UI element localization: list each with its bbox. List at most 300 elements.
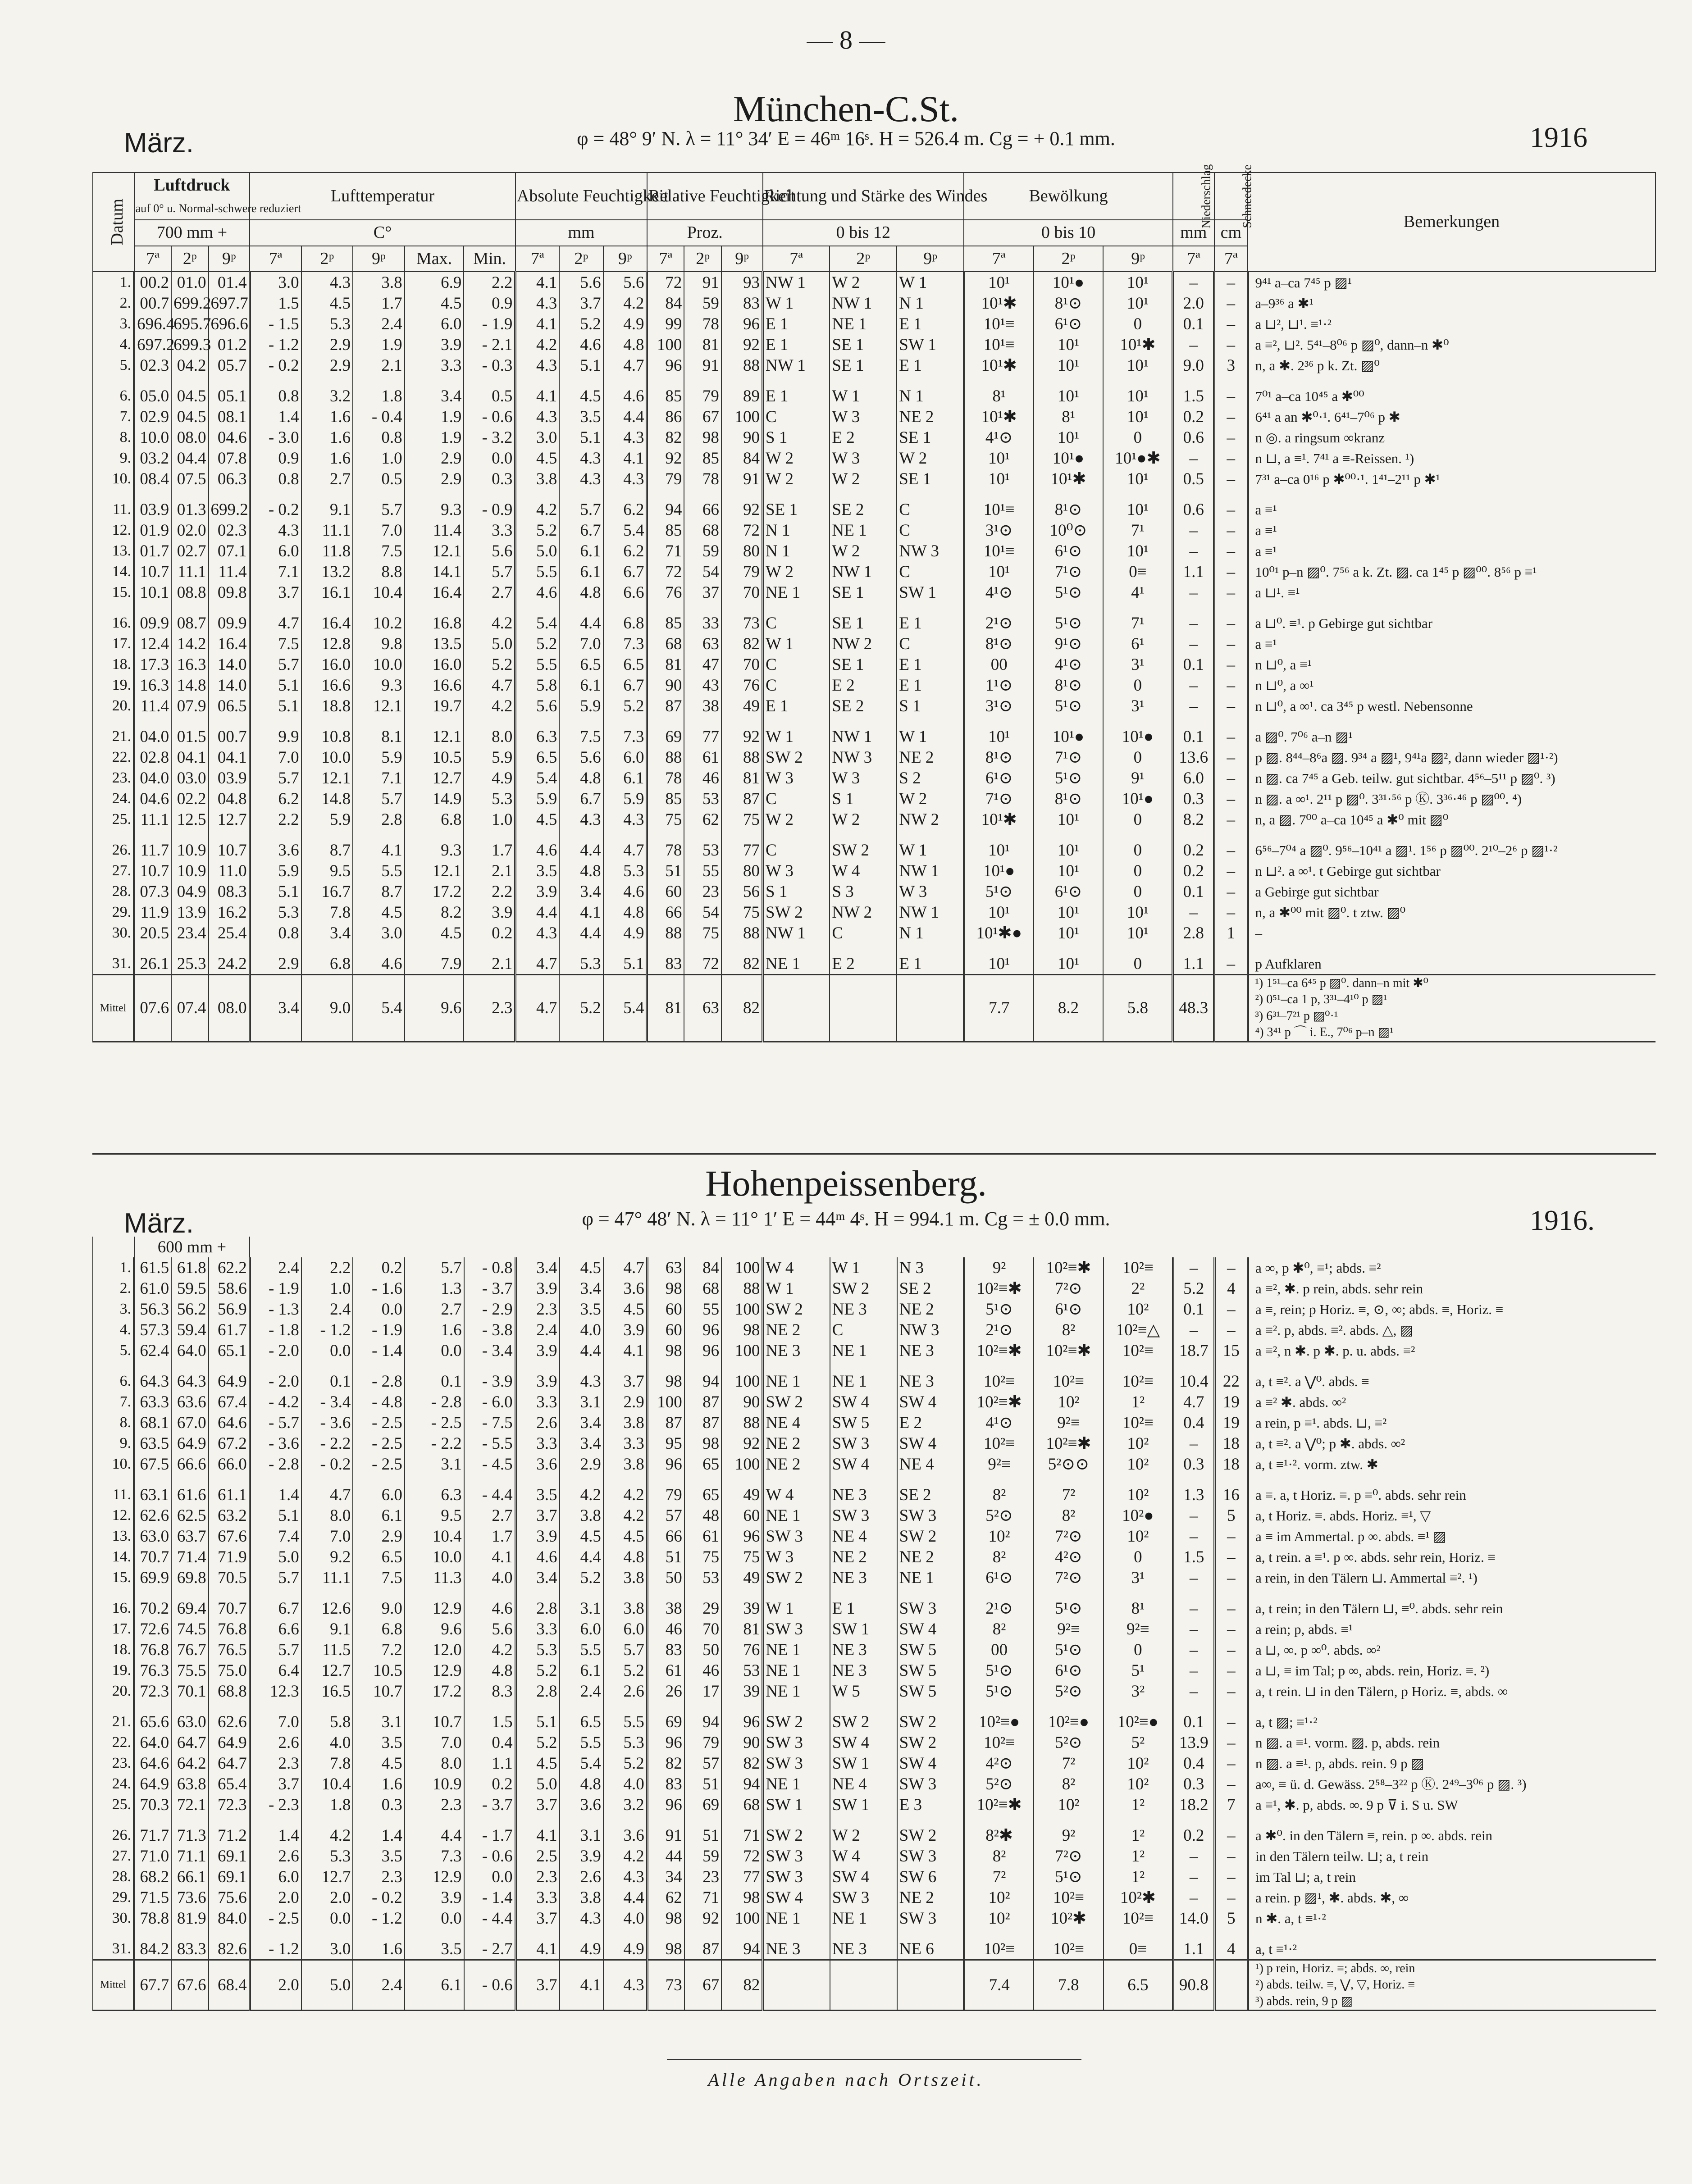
value-cell: 5.9 bbox=[250, 860, 301, 881]
value-cell: SW 5 bbox=[897, 1639, 964, 1660]
row-spacer bbox=[93, 716, 1656, 726]
value-cell: 12.8 bbox=[301, 633, 353, 654]
value-cell: N 1 bbox=[897, 293, 964, 314]
value-cell: 4.8 bbox=[603, 334, 647, 355]
value-cell: 1.9 bbox=[405, 406, 464, 427]
value-cell: 64.6 bbox=[134, 1753, 171, 1774]
value-cell: 10²≡● bbox=[1104, 1711, 1173, 1732]
value-cell: 10.7 bbox=[209, 840, 250, 860]
value-cell: 4.7 bbox=[603, 355, 647, 376]
value-cell: 5.6 bbox=[603, 272, 647, 293]
day-cell: 21. bbox=[93, 1711, 134, 1732]
value-cell: 4.0 bbox=[301, 1732, 353, 1753]
value-cell: W 2 bbox=[763, 448, 830, 469]
value-cell: 71 bbox=[647, 541, 684, 561]
table-body bbox=[93, 272, 1656, 1042]
value-cell: 6.3 bbox=[405, 1484, 464, 1505]
spacer-cell bbox=[1214, 1929, 1248, 1938]
table-row bbox=[93, 1732, 1656, 1753]
spacer-cell bbox=[721, 603, 763, 613]
value-cell: NW 1 bbox=[897, 860, 964, 881]
value-cell: 7.3 bbox=[603, 726, 647, 747]
value-cell: 04.0 bbox=[134, 726, 171, 747]
value-cell: 4.5 bbox=[603, 1526, 647, 1547]
spacer-cell bbox=[1034, 943, 1104, 953]
spacer-cell bbox=[684, 1815, 721, 1825]
value-cell: 23 bbox=[684, 881, 721, 902]
value-cell: – bbox=[1214, 633, 1248, 654]
value-cell: C bbox=[897, 520, 964, 541]
time-header: 7ª bbox=[763, 246, 830, 272]
value-cell: 9²≡ bbox=[1104, 1619, 1173, 1639]
value-cell: 5.2 bbox=[559, 314, 603, 334]
value-cell: 10² bbox=[1034, 1392, 1104, 1412]
value-cell: 0 bbox=[1103, 881, 1173, 902]
value-cell: 6.5 bbox=[603, 654, 647, 675]
mean-value: 2.4 bbox=[353, 1960, 405, 2011]
spacer-cell bbox=[684, 716, 721, 726]
value-cell: 0.0 bbox=[301, 1908, 353, 1929]
value-cell: 5.5 bbox=[560, 1639, 603, 1660]
spacer-cell bbox=[830, 1588, 897, 1598]
remark-cell: a ∞, p ✱⁰, ≡¹; abds. ≡² bbox=[1248, 1257, 1656, 1278]
value-cell: 8.7 bbox=[353, 881, 405, 902]
spacer-cell bbox=[721, 830, 763, 840]
mean-row bbox=[93, 975, 1656, 1042]
value-cell: 13.9 bbox=[171, 902, 208, 923]
value-cell: 5.2 bbox=[1173, 1278, 1214, 1299]
value-cell: 4.8 bbox=[559, 768, 603, 788]
value-cell: 78 bbox=[684, 314, 721, 334]
spacer-cell bbox=[763, 1474, 830, 1484]
value-cell: 7² bbox=[1034, 1484, 1104, 1505]
value-cell: E 2 bbox=[830, 953, 897, 975]
value-cell: SW 4 bbox=[897, 1619, 964, 1639]
spacer-cell bbox=[559, 943, 603, 953]
value-cell: 76.7 bbox=[171, 1639, 208, 1660]
spacer-cell bbox=[830, 1815, 897, 1825]
value-cell: 00.7 bbox=[209, 726, 250, 747]
day-cell: 29. bbox=[93, 1887, 134, 1908]
value-cell: 10²≡ bbox=[1104, 1412, 1173, 1433]
value-cell: 07.3 bbox=[134, 881, 171, 902]
value-cell: 6.6 bbox=[603, 582, 647, 603]
spacer-cell bbox=[603, 1929, 647, 1938]
value-cell: 02.9 bbox=[134, 406, 171, 427]
mean-value bbox=[1214, 1960, 1248, 2011]
mean-value: 2.0 bbox=[250, 1960, 301, 2011]
value-cell: 9.1 bbox=[301, 1619, 353, 1639]
spacer-cell bbox=[1173, 830, 1214, 840]
spacer-cell bbox=[830, 1474, 897, 1484]
value-cell: W 1 bbox=[897, 840, 964, 860]
spacer-cell bbox=[1034, 1702, 1104, 1711]
day-cell: 17. bbox=[93, 633, 134, 654]
value-cell: 5.3 bbox=[603, 1732, 647, 1753]
spacer-cell bbox=[560, 1815, 603, 1825]
value-cell: 10² bbox=[1104, 1526, 1173, 1547]
time-header: 9ᵖ bbox=[209, 246, 250, 272]
value-cell: 71.9 bbox=[209, 1547, 250, 1567]
cloud-unit: 0 bis 10 bbox=[964, 220, 1173, 246]
spacer-cell bbox=[515, 830, 559, 840]
spacer-cell bbox=[1214, 1815, 1248, 1825]
value-cell: 4¹⊙ bbox=[1034, 654, 1104, 675]
remark-cell: n ▨. a ∞¹. 2¹¹ p ▨⁰. 3³¹·⁵⁶ p Ⓚ. 3³⁶·⁴⁶ p ▨⁰⁰. ⁴) bbox=[1248, 788, 1656, 809]
value-cell: SW 2 bbox=[763, 1567, 830, 1588]
table-row bbox=[93, 633, 1656, 654]
value-cell: – bbox=[1173, 272, 1214, 293]
value-cell: 70.2 bbox=[134, 1598, 171, 1619]
value-cell: – bbox=[1214, 272, 1248, 293]
day-cell: 16. bbox=[93, 613, 134, 633]
lufttemperatur-header: Lufttemperatur bbox=[250, 173, 515, 220]
value-cell: 72 bbox=[647, 561, 684, 582]
value-cell: 64.9 bbox=[134, 1774, 171, 1794]
value-cell: 5¹⊙ bbox=[1034, 768, 1104, 788]
day-cell: 13. bbox=[93, 1526, 134, 1547]
value-cell: – bbox=[1214, 1732, 1248, 1753]
table-row bbox=[93, 1887, 1656, 1908]
mean-value: 67.6 bbox=[171, 1960, 208, 2011]
value-cell: 1.6 bbox=[405, 1320, 464, 1340]
table-row bbox=[93, 1567, 1656, 1588]
value-cell: W 4 bbox=[830, 1846, 897, 1866]
value-cell: 0.1 bbox=[1173, 881, 1214, 902]
value-cell: 06.5 bbox=[209, 696, 250, 716]
spacer-cell bbox=[647, 1361, 684, 1371]
value-cell: 96 bbox=[647, 355, 684, 376]
spacer-cell bbox=[897, 943, 964, 953]
table-row bbox=[93, 1547, 1656, 1567]
value-cell: 4¹⊙ bbox=[964, 427, 1034, 448]
spacer-cell bbox=[93, 1361, 134, 1371]
value-cell: SE 1 bbox=[897, 469, 964, 489]
value-cell: 4.3 bbox=[559, 469, 603, 489]
spacer-cell bbox=[830, 603, 897, 613]
remark-cell: a, t Horiz. ≡. abds. Horiz. ≡¹, ▽ bbox=[1248, 1505, 1656, 1526]
value-cell: 0 bbox=[1103, 860, 1173, 881]
value-cell: 10¹ bbox=[1034, 953, 1104, 975]
value-cell: 7.8 bbox=[301, 1753, 353, 1774]
footnote: ¹) 1⁵¹–ca 6⁴⁵ p ▨⁰. dann–n mit ✱⁰ bbox=[1255, 976, 1428, 990]
spacer-cell bbox=[353, 943, 405, 953]
value-cell: 4.6 bbox=[515, 1547, 559, 1567]
value-cell: 3.3 bbox=[464, 520, 515, 541]
value-cell: - 5.5 bbox=[464, 1433, 516, 1454]
row-spacer bbox=[93, 1702, 1656, 1711]
value-cell: 71.7 bbox=[134, 1825, 171, 1846]
value-cell: 5.4 bbox=[603, 520, 647, 541]
value-cell: 53 bbox=[684, 840, 721, 860]
day-cell: 20. bbox=[93, 1681, 134, 1702]
value-cell: - 3.9 bbox=[464, 1371, 516, 1392]
value-cell: - 1.2 bbox=[250, 1938, 301, 1960]
datum-header: Datum bbox=[93, 173, 134, 272]
value-cell: 5.2 bbox=[603, 1660, 647, 1681]
spacer-cell bbox=[405, 1588, 464, 1598]
value-cell: 87 bbox=[647, 696, 684, 716]
value-cell: NW 3 bbox=[897, 1320, 964, 1340]
value-cell: NE 2 bbox=[830, 1547, 897, 1567]
table-row bbox=[93, 355, 1656, 376]
spacer-cell bbox=[830, 943, 897, 953]
station-title: München-C.St. bbox=[733, 88, 959, 129]
table-row bbox=[93, 788, 1656, 809]
spacer-cell bbox=[1214, 716, 1248, 726]
remark-cell: – bbox=[1248, 923, 1656, 943]
value-cell: 2.9 bbox=[301, 334, 353, 355]
spacer-cell bbox=[897, 1702, 964, 1711]
value-cell: 10¹● bbox=[1103, 788, 1173, 809]
value-cell: 3.8 bbox=[603, 1598, 647, 1619]
row-spacer bbox=[93, 943, 1656, 953]
spacer-cell bbox=[250, 1474, 301, 1484]
value-cell: 3.5 bbox=[353, 1732, 405, 1753]
spacer-cell bbox=[559, 489, 603, 499]
value-cell: 76.5 bbox=[209, 1639, 250, 1660]
day-cell: 31. bbox=[93, 953, 134, 975]
value-cell: 6¹⊙ bbox=[1034, 1660, 1104, 1681]
remark-cell: a rein. p ▨¹, ✱. abds. ✱, ∞ bbox=[1248, 1887, 1656, 1908]
value-cell: 3.4 bbox=[301, 923, 353, 943]
value-cell: 64.9 bbox=[171, 1433, 208, 1454]
value-cell: 04.4 bbox=[171, 448, 208, 469]
value-cell: - 1.5 bbox=[250, 314, 301, 334]
value-cell: 5.5 bbox=[603, 1711, 647, 1732]
value-cell: 2.2 bbox=[464, 272, 515, 293]
value-cell: E 1 bbox=[897, 654, 964, 675]
spacer-cell bbox=[964, 1702, 1034, 1711]
value-cell: 12.5 bbox=[171, 809, 208, 830]
value-cell: W 2 bbox=[830, 1825, 897, 1846]
value-cell: 5.4 bbox=[515, 768, 559, 788]
day-cell: 26. bbox=[93, 840, 134, 860]
spacer-cell bbox=[559, 603, 603, 613]
value-cell: 10.5 bbox=[353, 1660, 405, 1681]
value-cell: 87 bbox=[721, 788, 763, 809]
value-cell: 64.9 bbox=[209, 1371, 250, 1392]
value-cell: 5 bbox=[1214, 1908, 1248, 1929]
value-cell: 26.1 bbox=[134, 953, 171, 975]
spacer-cell bbox=[1214, 376, 1248, 386]
day-cell: 23. bbox=[93, 768, 134, 788]
value-cell: 10² bbox=[964, 1526, 1034, 1547]
value-cell: 3.9 bbox=[515, 1371, 559, 1392]
mean-value: 82 bbox=[721, 975, 763, 1042]
remark-cell: n ▨. a ≡¹. p, abds. rein. 9 p ▨ bbox=[1248, 1753, 1656, 1774]
value-cell: E 3 bbox=[897, 1794, 964, 1815]
value-cell: 3.8 bbox=[603, 1567, 647, 1588]
value-cell: 18.2 bbox=[1173, 1794, 1214, 1815]
table-row bbox=[93, 561, 1656, 582]
rel-feuchtigkeit-header: Relative Feuchtigkeit bbox=[647, 173, 763, 220]
spacer-cell bbox=[301, 1815, 353, 1825]
value-cell: 4.1 bbox=[515, 1825, 559, 1846]
value-cell: 3.5 bbox=[515, 860, 559, 881]
table-row bbox=[93, 1660, 1656, 1681]
table-row bbox=[93, 1412, 1656, 1433]
value-cell: 54 bbox=[684, 561, 721, 582]
day-cell: 22. bbox=[93, 1732, 134, 1753]
spacer-cell bbox=[171, 943, 208, 953]
value-cell: NE 1 bbox=[830, 520, 897, 541]
day-cell: 6. bbox=[93, 1371, 134, 1392]
mean-value: 67.7 bbox=[134, 1960, 171, 2011]
value-cell: 2.1 bbox=[353, 355, 405, 376]
value-cell: SW 2 bbox=[830, 840, 897, 860]
value-cell: 5.2 bbox=[515, 1660, 559, 1681]
value-cell: 5.7 bbox=[464, 561, 515, 582]
spacer-cell bbox=[209, 489, 250, 499]
value-cell: 16.0 bbox=[405, 654, 464, 675]
value-cell: SW 4 bbox=[830, 1732, 897, 1753]
value-cell: 16.3 bbox=[134, 675, 171, 696]
value-cell: 2¹⊙ bbox=[964, 1320, 1034, 1340]
value-cell: 4.5 bbox=[301, 293, 353, 314]
value-cell: 3.8 bbox=[515, 469, 559, 489]
value-cell: 5.6 bbox=[559, 747, 603, 768]
mean-value: 8.2 bbox=[1034, 975, 1104, 1042]
value-cell: 10.0 bbox=[301, 747, 353, 768]
value-cell: NE 2 bbox=[763, 1454, 830, 1474]
value-cell: 65 bbox=[684, 1454, 721, 1474]
value-cell: 9.6 bbox=[405, 1619, 464, 1639]
value-cell: 49 bbox=[721, 696, 763, 716]
value-cell: - 0.8 bbox=[464, 1257, 516, 1278]
value-cell: 5.9 bbox=[353, 747, 405, 768]
time-header: 7ª bbox=[964, 246, 1034, 272]
value-cell: SW 3 bbox=[897, 1908, 964, 1929]
value-cell: 4.3 bbox=[603, 809, 647, 830]
value-cell: 63.0 bbox=[134, 1526, 171, 1547]
value-cell: 0 bbox=[1104, 1639, 1173, 1660]
value-cell: 75 bbox=[684, 923, 721, 943]
table-row bbox=[93, 881, 1656, 902]
value-cell: – bbox=[1214, 953, 1248, 975]
value-cell: 07.9 bbox=[171, 696, 208, 716]
value-cell: 93 bbox=[721, 272, 763, 293]
value-cell: 9.2 bbox=[301, 1547, 353, 1567]
day-cell: 14. bbox=[93, 1547, 134, 1567]
value-cell: 68.8 bbox=[209, 1681, 250, 1702]
luftdruck-header: Luftdruck auf 0° u. Normal-schwere reduziert bbox=[134, 173, 250, 220]
spacer-cell bbox=[559, 716, 603, 726]
value-cell: NE 2 bbox=[897, 1887, 964, 1908]
value-cell: 04.5 bbox=[171, 406, 208, 427]
remark-cell: n ⊔². a ∞¹. t Gebirge gut sichtbar bbox=[1248, 860, 1656, 881]
value-cell: 53 bbox=[721, 1660, 763, 1681]
value-cell: – bbox=[1214, 1774, 1248, 1794]
value-cell: 3.1 bbox=[353, 1711, 405, 1732]
value-cell: – bbox=[1214, 1320, 1248, 1340]
spacer-cell bbox=[209, 830, 250, 840]
spacer-cell bbox=[171, 830, 208, 840]
value-cell: SE 1 bbox=[830, 613, 897, 633]
value-cell: NW 2 bbox=[897, 809, 964, 830]
spacer-cell bbox=[209, 1474, 250, 1484]
spacer-cell bbox=[964, 603, 1034, 613]
table-row bbox=[93, 696, 1656, 716]
day-cell: 28. bbox=[93, 1866, 134, 1887]
day-cell: 9. bbox=[93, 448, 134, 469]
spacer-cell bbox=[209, 1815, 250, 1825]
value-cell: 5.3 bbox=[250, 902, 301, 923]
value-cell: 01.3 bbox=[171, 499, 208, 520]
value-cell: - 1.9 bbox=[250, 1278, 301, 1299]
remark-cell: a ✱⁰. in den Tälern ≡, rein. p ∞. abds. rein bbox=[1248, 1825, 1656, 1846]
max-header: Max. bbox=[405, 246, 464, 272]
value-cell: 6.1 bbox=[559, 675, 603, 696]
value-cell: 6.8 bbox=[301, 953, 353, 975]
value-cell: S 2 bbox=[897, 768, 964, 788]
value-cell: 4.2 bbox=[515, 499, 559, 520]
value-cell: W 1 bbox=[830, 1257, 897, 1278]
value-cell: SE 1 bbox=[830, 355, 897, 376]
value-cell: 29 bbox=[684, 1598, 721, 1619]
value-cell: 14.8 bbox=[171, 675, 208, 696]
value-cell: 3.6 bbox=[560, 1794, 603, 1815]
spacer-cell bbox=[134, 1588, 171, 1598]
value-cell: 4.4 bbox=[405, 1825, 464, 1846]
value-cell: 64.3 bbox=[134, 1371, 171, 1392]
value-cell: - 1.2 bbox=[301, 1320, 353, 1340]
value-cell: 5.5 bbox=[515, 654, 559, 675]
value-cell: 65.6 bbox=[134, 1711, 171, 1732]
value-cell: 90 bbox=[721, 427, 763, 448]
wind-unit: 0 bis 12 bbox=[763, 220, 964, 246]
value-cell: - 2.5 bbox=[353, 1454, 405, 1474]
table-row bbox=[93, 747, 1656, 768]
value-cell: 16.6 bbox=[405, 675, 464, 696]
value-cell: – bbox=[1173, 633, 1214, 654]
table-row bbox=[93, 406, 1656, 427]
value-cell: 3.8 bbox=[603, 1412, 647, 1433]
value-cell: – bbox=[1173, 1433, 1214, 1454]
value-cell: 6¹⊙ bbox=[964, 1567, 1034, 1588]
value-cell: 3.0 bbox=[515, 427, 559, 448]
value-cell: 04.0 bbox=[134, 768, 171, 788]
value-cell: 94 bbox=[684, 1711, 721, 1732]
value-cell: 6.5 bbox=[515, 747, 559, 768]
value-cell: 8.7 bbox=[301, 840, 353, 860]
spacer-cell bbox=[405, 489, 464, 499]
value-cell: 6¹⊙ bbox=[1034, 314, 1104, 334]
value-cell: SW 1 bbox=[830, 1619, 897, 1639]
weather-table bbox=[92, 1237, 1656, 2011]
value-cell: 71 bbox=[684, 1887, 721, 1908]
value-cell: 63.5 bbox=[134, 1433, 171, 1454]
value-cell: - 2.7 bbox=[464, 1938, 516, 1960]
value-cell: 4.1 bbox=[603, 448, 647, 469]
value-cell: 8.8 bbox=[353, 561, 405, 582]
value-cell: 1.1 bbox=[1173, 953, 1214, 975]
time-header: 7ª bbox=[1173, 246, 1214, 272]
value-cell: 5.0 bbox=[250, 1547, 301, 1567]
value-cell: 10¹✱ bbox=[964, 293, 1034, 314]
value-cell: 7²⊙ bbox=[1034, 1567, 1104, 1588]
value-cell: 61 bbox=[684, 747, 721, 768]
value-cell: 19.7 bbox=[405, 696, 464, 716]
spacer-cell bbox=[1034, 376, 1104, 386]
value-cell: 12.0 bbox=[405, 1639, 464, 1660]
time-header: 2ᵖ bbox=[171, 246, 208, 272]
value-cell: 100 bbox=[647, 334, 684, 355]
spacer-cell bbox=[93, 830, 134, 840]
value-cell: 47 bbox=[684, 654, 721, 675]
spacer-cell bbox=[209, 1702, 250, 1711]
value-cell: 5.4 bbox=[515, 613, 559, 633]
